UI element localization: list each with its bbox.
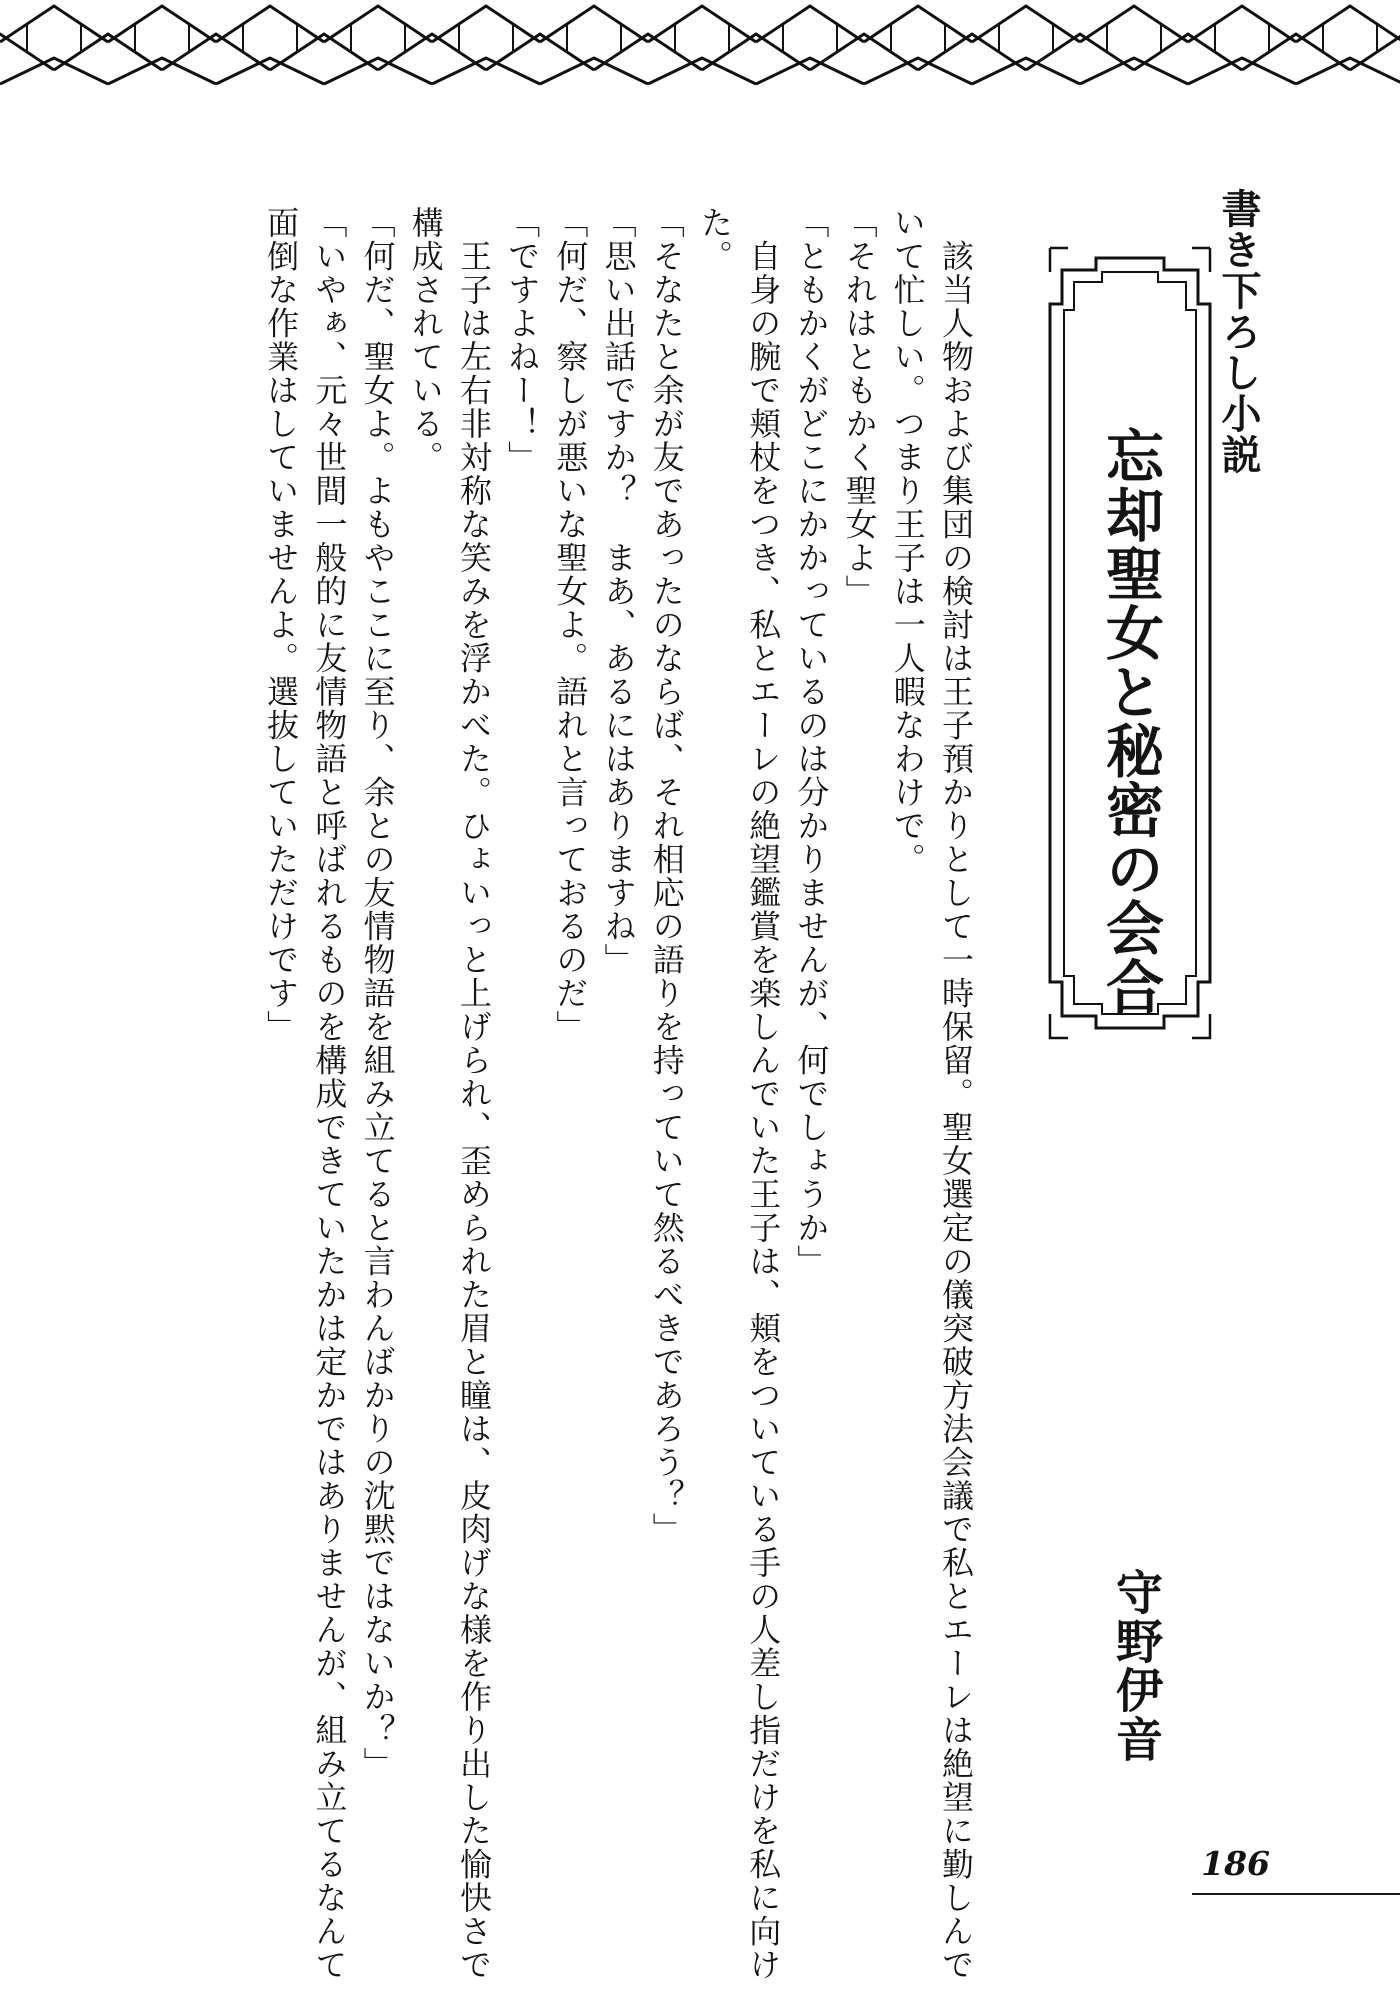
body-line: いて忙しい。つまり王子は一人暇なわけで。 (888, 206, 927, 876)
page-number-rule (1192, 1893, 1400, 1895)
category-label: 書き下ろし小説 (1215, 188, 1262, 475)
body-line: 該当人物および集団の検討は王子預かりとして一時保留。聖女選定の儀突破方法会議で私とエーレは絶望に勤しんで (937, 206, 975, 1982)
body-line: 面倒な作業はしていませんよ。選抜していただけです」 (262, 206, 301, 1044)
body-line: 王子は左右非対称な笑みを浮かべた。ひょいっと上げられ、歪められた眉と瞳は、皮肉げな様を作り出した愉快さで (454, 206, 493, 1982)
border-ticks (27, 24, 1377, 52)
body-line: 「それはともかく聖女よ」 (840, 206, 879, 608)
page-number: 186 (1201, 1844, 1270, 1883)
author-name: 守野伊音 (1108, 1568, 1163, 1764)
body-line: 「いやぁ、元々世間一般的に友情物語と呼ばれるものを構成できていたかは定かではありませんが、組み立てるなんて (310, 206, 349, 1982)
body-line: 「何だ、察しが悪いな聖女よ。語れと言っておるのだ」 (551, 206, 590, 1044)
body-text (257, 206, 980, 1982)
body-line: 自身の腕で頬杖をつき、私とエーレの絶望鑑賞を楽しんでいた王子は、頬をついている手の人差し指だけを私に向け (744, 206, 783, 1982)
body-line: 「思い出話ですか？ まあ、あるにはありますね」 (599, 206, 638, 977)
body-line: 構成されている。 (406, 206, 445, 474)
body-line: 「ですよねー！」 (503, 206, 542, 474)
body-line: た。 (695, 206, 734, 273)
body-line: 「ともかくがどこにかかっているのは分かりませんが、何でしょうか」 (792, 206, 831, 1278)
story-title: 忘却聖女と秘密の会合 (1096, 426, 1164, 1016)
body-line: 「何だ、聖女よ。よもやここに至り、余との友情物語を組み立てると言わんばかりの沈黙ではないか？」 (358, 206, 397, 1781)
decorative-top-border (0, 0, 1400, 90)
border-zigzag (0, 58, 1400, 84)
body-line: 「そなたと余が友であったのならば、それ相応の語りを持っていて然るべきであろう？」 (647, 206, 686, 1546)
